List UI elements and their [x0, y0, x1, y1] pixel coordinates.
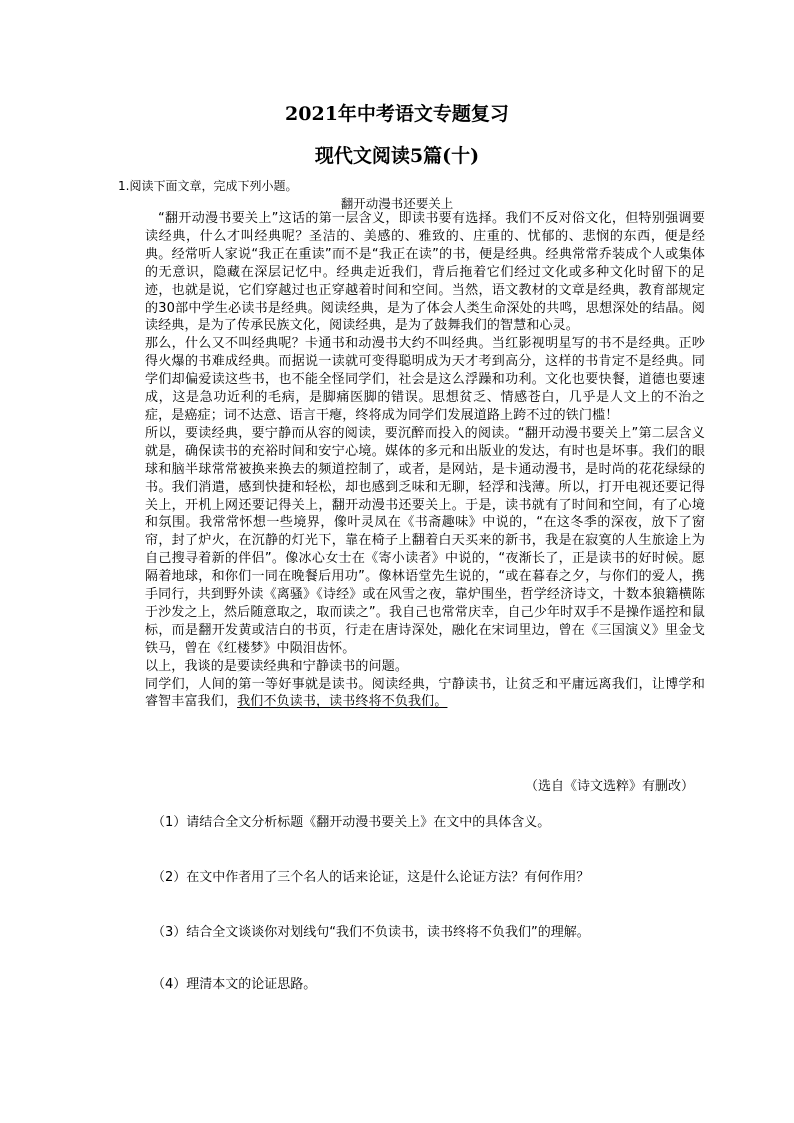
closing-text: 同学们，人间的第一等好事就是读书。阅读经典，宁静读书，让贫乏和平庸远离我们，让博学和睿智丰富我们，: [145, 676, 705, 710]
sub-question-3: （3）结合全文谈谈你对划线句“我们不负读书，读书终将不负我们”的理解。: [152, 925, 590, 940]
article-body: [145, 210, 705, 711]
document-title: 2021年中考语文专题复习: [285, 103, 509, 125]
sub-question-1: （1）请结合全文分析标题《翻开动漫书要关上》在文中的具体含义。: [152, 815, 551, 830]
article-paragraph: 以上，我谈的是要读经典和宁静读书的问题。: [145, 658, 409, 674]
underlined-sentence: 我们不负读书，读书终将不负我们。: [237, 694, 448, 710]
sub-question-4: （4）理清本文的论证思路。: [152, 977, 317, 992]
article-paragraph: 所以，要读经典，要宁静而从容的阅读，要沉醉而投入的阅读。“翻开动漫书要关上”第二层含义就是，确保读书的充裕时间和安宁心境。媒体的多元和出版业的发达，有时也是坏事。我们的眼球和脑半球常常被换来换去的频道控制了，或者，是网站，是卡通动漫书，是时尚的花花绿绿的书。我们消遣，感到快捷和轻松，却也感到乏味和无聊，轻浮和浅薄。所以，打开电视还要记得关上，开机上网还要记得关上，翻开动漫书还要关上。于是，读书就有了时间和空间，有了心境和氛围。我常常怀想一些境界，像叶灵凤在《书斋趣味》中说的，“在这冬季的深夜，放下了窗帘，封了炉火，在沉静的灯光下，靠在椅子上翻着白天买来的新书，我是在寂寞的人生旅途上为自己搜寻着新的伴侣”。像冰心女士在《寄小读者》中说的，“夜渐长了，正是读书的好时候。愿隔着地球，和你们一同在晚餐后用功”。像林语堂先生说的，“或在暮春之夕，与你们的爱人，携手同行，共到野外读《离骚》《诗经》或在风雪之夜，靠炉围坐，哲学经济诗文，十数本狼籍横陈于沙发之上，然后随意取之，取而读之”。我自己也常常庆幸，自己少年时双手不是操作遥控和鼠标，而是翻开发黄或洁白的书页，行走在唐诗深处，融化在宋词里边，曾在《三国演义》里金戈铁马，曾在《红楼梦》中陨泪齿怀。: [145, 425, 705, 656]
article-closing-paragraph: [145, 676, 705, 712]
sub-question-2: （2）在文中作者用了三个名人的话来论证，这是什么论证方法？有何作用？: [152, 870, 590, 885]
article-title: 翻开动漫书还要关上: [340, 196, 454, 211]
article-paragraph: “翻开动漫书要关上”这话的第一层含义，即读书要有选择。我们不反对俗文化，但特别强调要读经典，什么才叫经典呢？圣洁的、美感的、雅致的、庄重的、忧郁的、悲悯的东西，便是经典。经常听人家说“我正在重读”而不是“我正在读”的书，便是经典。经典常常乔装成个人或集体的无意识，隐藏在深层记忆中。经典走近我们，背后拖着它们经过文化或多种文化时留下的足迹，也就是说，它们穿越过也正穿越着时间和空间。当然，语文教材的文章是经典，教育部规定的30部中学生必读书是经典。阅读经典，是为了体会人类生命深处的共鸣，思想深处的结晶。阅读经典，是为了传承民族文化，阅读经典，是为了鼓舞我们的智慧和心灵。: [145, 211, 705, 334]
article-source: （选自《诗文选粹》有删改）: [524, 779, 694, 794]
article-paragraph: 那么，什么又不叫经典呢？卡通书和动漫书大约不叫经典。当红影视明星写的书不是经典。正吵得火爆的书难成经典。而据说一读就可变得聪明成为天才考到高分，这样的书肯定不是经典。同学们却偏爱读这些书，也不能全怪同学们，社会是这么浮躁和功利。文化也要快餐，道德也要速成，这是急功近利的毛病，是脚痛医脚的错误。思想贫乏、情感苍白，几乎是人文上的不治之症，是癌症；词不达意、语言干瘪，终将成为同学们发展道路上跨不过的铁门槛！: [145, 336, 705, 423]
question-intro: 1.阅读下面文章，完成下列小题。: [118, 179, 298, 193]
document-subtitle: 现代文阅读5篇(十): [314, 145, 480, 167]
